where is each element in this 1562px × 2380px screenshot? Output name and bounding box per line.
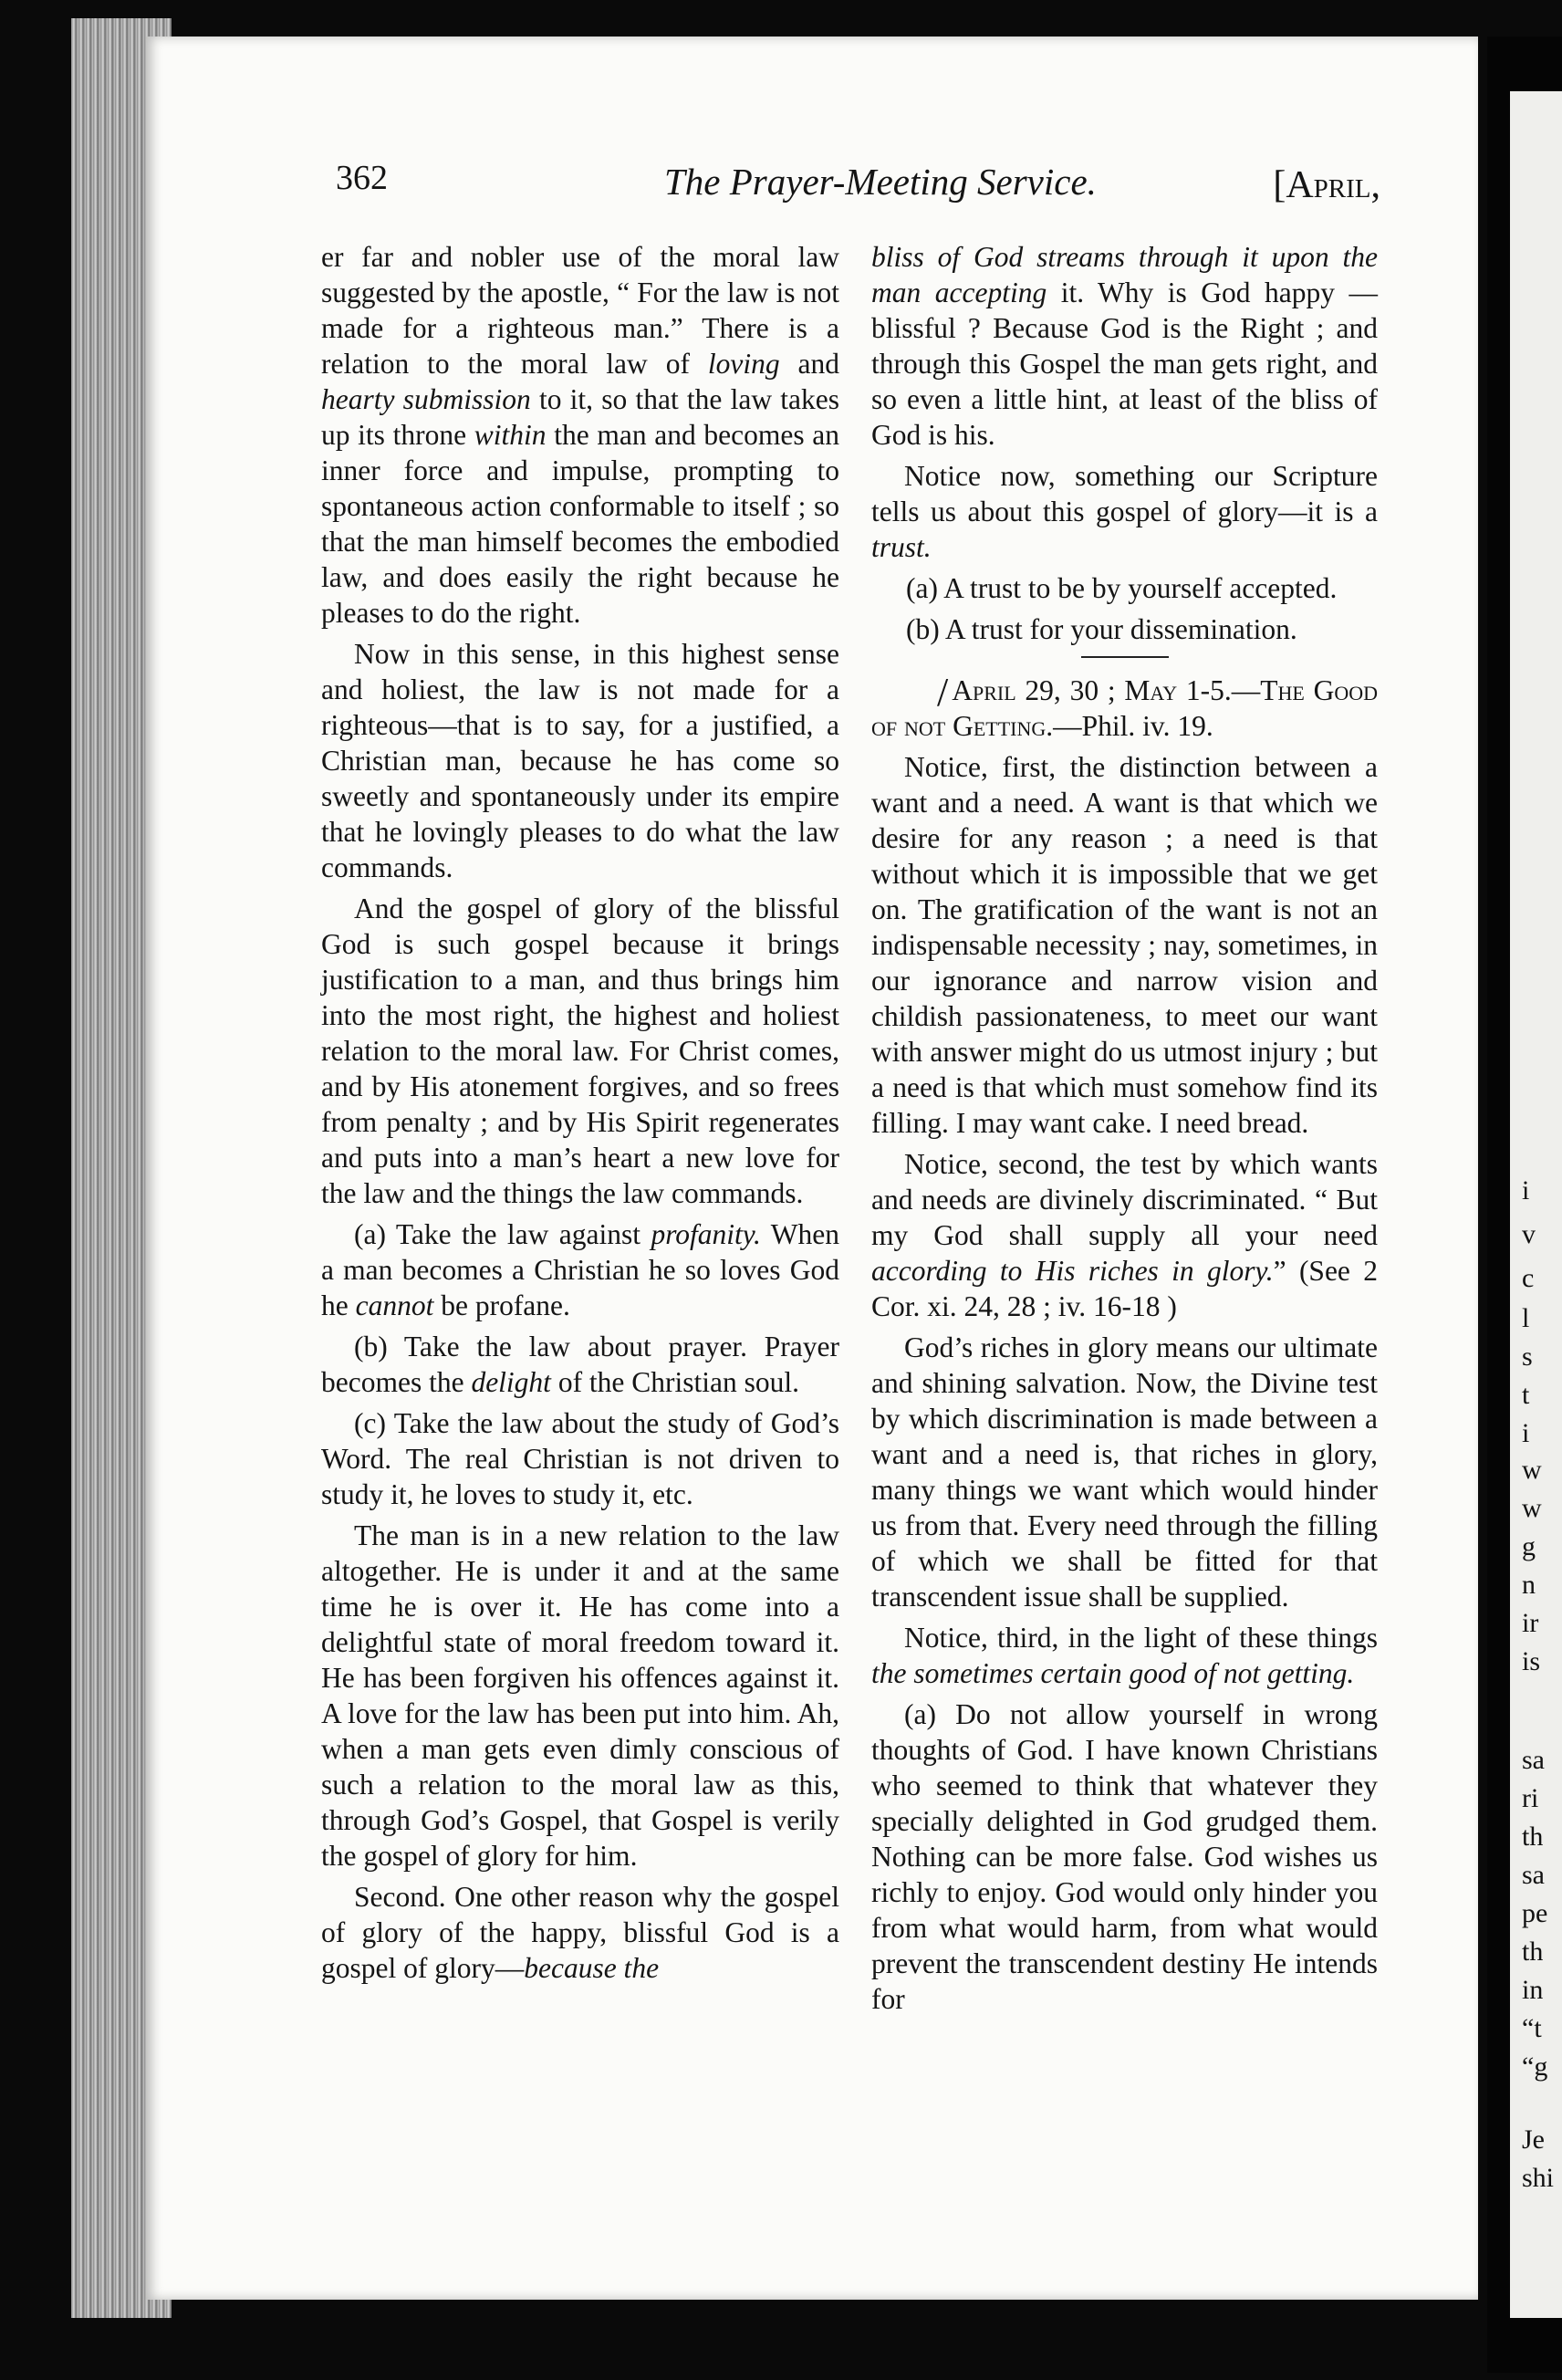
right-column [871, 239, 1378, 2022]
running-month: [April, [1273, 164, 1380, 206]
page-number: 362 [336, 159, 388, 197]
paragraph: Notice, third, in the light of these things the sometimes certain good of not getting. [871, 1622, 1378, 1689]
left-column [321, 239, 839, 1991]
section-divider [1081, 656, 1169, 658]
next-page-fragment: g [1522, 1531, 1536, 1561]
list-item: (c) Take the law about the study of God’s Word. The real Christian is not driven to study it, he loves to study it, etc. [321, 1407, 839, 1510]
paragraph: bliss of God streams through it upon the man accepting it. Why is God happy —blissful ? Because God is the Right ; and through this Gospel the man gets right, and so even a little hint, at least of the bliss of God is his. [871, 241, 1379, 451]
next-page-fragment: shi [1522, 2163, 1555, 2193]
next-page-fragment: th [1522, 1936, 1544, 1967]
list-item: (b) Take the law about prayer. Prayer becomes the delight of the Christian soul. [321, 1331, 839, 1398]
paragraph: The man is in a new relation to the law altogether. He is under it and at the same time he is over it. He has come into a delightful state of moral freedom toward it. He has been forgiven his offences against it. A love for the law has been put into him. Ah, when a man gets even dimly conscious of such a relation to the moral law as this, through God’s Gospel, that Gospel is verily the gospel of glory for him. [321, 1519, 839, 1872]
paragraph: (a) Do not allow yourself in wrong thoughts of God. I have known Christians who seemed to think that whatever they specially delighted in God grudged them. Nothing can be more false. God wishes us richly to enjoy. God would only hinder you from what would harm, from what would prevent the transcendent destiny He intends for [871, 1698, 1378, 2015]
next-page-fragment: i [1522, 1418, 1530, 1448]
next-page-fragment: sa [1522, 1860, 1545, 1890]
next-page-fragment: v [1522, 1219, 1536, 1249]
list-item: (a) A trust to be by yourself accepted. [906, 572, 1338, 604]
next-page-fragment: is [1522, 1646, 1541, 1676]
next-page-fragment: “t [1522, 2013, 1542, 2043]
next-page-fragment: s [1522, 1341, 1533, 1372]
section-heading: / April 29, 30 ; May 1-5.—The Good of not Getting.—Phil. iv. 19. [871, 670, 1378, 742]
paragraph: Notice now, something our Scripture tells us about this gospel of glory—it is a trust. [871, 460, 1378, 563]
paragraph: Now in this sense, in this highest sense and holiest, the law is not made for a righteous—that is to say, for a justified, a Christian man, because he has come so sweetly and spontaneously under its empire that he lovingly pleases to do what the law commands. [321, 638, 839, 883]
next-page-fragment: th [1522, 1822, 1544, 1852]
next-page-fragment: “g [1522, 2051, 1548, 2082]
list-item: (a) Take the law against profanity. When a man becomes a Christian he so loves God he cannot be profane. [321, 1218, 839, 1321]
running-header [336, 151, 1380, 205]
next-page-fragment: n [1522, 1570, 1536, 1600]
list-item: (b) A trust for your dissemination. [906, 613, 1297, 645]
next-page-fragment: ri [1522, 1783, 1539, 1813]
paragraph: And the gospel of glory of the blissful God is such gospel because it brings justification to a man, and thus brings him into the most right, the highest and holiest relation to the moral law. For Christ comes, and by His atonement forgives, and so frees from penalty ; and by His Spirit regenerates and puts into a man’s heart a new love for the law and the things the law commands. [321, 892, 839, 1209]
running-title: The Prayer-Meeting Service. [664, 161, 1097, 203]
next-page-fragment: sa [1522, 1745, 1545, 1775]
next-page-fragment: w [1522, 1493, 1542, 1523]
paragraph: Notice, second, the test by which wants and needs are divinely discriminated. “ But my God shall supply all your need according to His riches in glory.” (See 2 Cor. xi. 24, 28 ; iv. 16-18 ) [871, 1148, 1379, 1322]
next-page-fragment: w [1522, 1455, 1542, 1485]
next-page-fragment: t [1522, 1380, 1530, 1410]
paragraph: Second. One other reason why the gospel of glory of the happy, blissful God is a gospel of glory—because the [321, 1881, 839, 1984]
next-page-fragment: Je [1522, 2124, 1545, 2155]
paragraph: er far and nobler use of the moral law suggested by the apostle, “ For the law is not made for a righteous man.” There is a relation to the moral law of loving and hearty submission to it, so that the law takes up its throne within the man and becomes an inner force and impulse, prompting to spontaneous action conformable to itself ; so that the man himself becomes the embodied law, and does easily the right because he pleases to do the right. [321, 241, 840, 629]
paragraph: Notice, first, the distinction between a want and a need. A want is that which we desire for any reason ; a need is that without which it is impossible that we get on. The gratification of the want is not an indispensable necessity ; nay, sometimes, in our ignorance and narrow vision and childish passionateness, to meet our want with answer might do us utmost injury ; but a need is that which must somehow find its filling. I may want cake. I need bread. [871, 751, 1378, 1139]
next-page-fragment: pe [1522, 1898, 1548, 1928]
pencil-check-mark: / [937, 670, 949, 715]
next-page-fragment: i [1522, 1175, 1530, 1206]
paragraph: God’s riches in glory means our ultimate and shining salvation. Now, the Divine test by which discrimination is made between a want and a need is, that riches in glory, many things we want which would hinder us from that. Every need through the filling of which we shall be fitted for that transcendent issue shall be supplied. [871, 1331, 1378, 1613]
next-page-fragment: in [1522, 1975, 1544, 2005]
next-page-fragment: ir [1522, 1608, 1539, 1638]
next-page-fragment: c [1522, 1263, 1535, 1293]
next-page-fragment: l [1522, 1303, 1530, 1333]
